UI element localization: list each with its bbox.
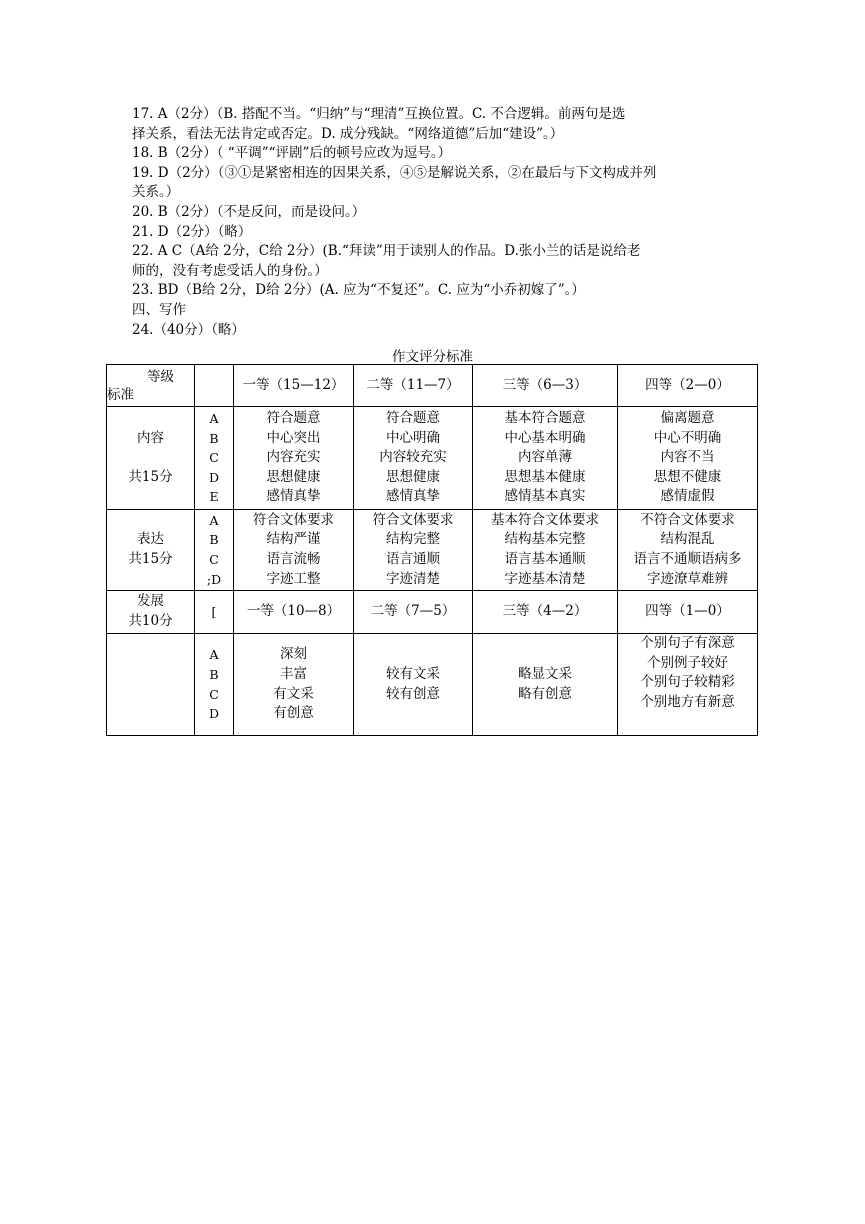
answer-line: 22. A C（A给 2分，C给 2分）(B.“拜读”用于读别人的作品。D.张小兰的话是说给老 <box>132 243 641 260</box>
empty-cell <box>107 634 195 736</box>
criteria-cell <box>618 510 758 591</box>
table-title: 作文评分标准 <box>392 349 473 365</box>
criterion: 语言流畅 <box>266 551 321 567</box>
content-row <box>107 407 758 510</box>
criterion: 较有创意 <box>386 685 440 702</box>
letter: C <box>209 686 219 702</box>
development-header-row <box>107 591 758 634</box>
answer-line: 关系。） <box>132 184 180 201</box>
grade-header: 一等（15—12） <box>234 365 354 407</box>
criterion: 基本符合文体要求 <box>491 511 599 528</box>
grade-header: 三等（6—3） <box>473 365 618 407</box>
expression-label-cell <box>107 510 195 591</box>
criterion: 字迹基本清楚 <box>504 570 586 587</box>
criterion: 字迹工整 <box>266 570 321 587</box>
criterion: 略有创意 <box>518 685 572 702</box>
criterion: 符合文体要求 <box>372 511 454 528</box>
grading-table <box>106 364 758 736</box>
expression-row <box>107 510 758 591</box>
criterion: 感情真挚 <box>266 488 321 505</box>
criterion: 有创意 <box>273 705 314 722</box>
criterion: 符合文体要求 <box>253 511 334 528</box>
letter: E <box>209 489 219 505</box>
grade-header: 一等（10—8） <box>234 591 354 634</box>
criterion: 丰富 <box>280 665 307 682</box>
letter: D <box>208 706 220 722</box>
answer-line: 20. B（2分）（不是反问，而是设问。） <box>132 203 366 220</box>
criteria-cell <box>234 634 354 736</box>
criterion: 略显文采 <box>518 665 572 682</box>
letter: A <box>209 512 219 528</box>
letters-cell <box>195 510 234 591</box>
criterion: 个别句子有深意 <box>640 635 735 651</box>
criterion: 思想不健康 <box>653 468 722 485</box>
criterion: 中心基本明确 <box>504 429 586 446</box>
letter: B <box>209 532 219 548</box>
criterion: 语言基本通顺 <box>504 551 586 567</box>
criterion: 语言通顺 <box>386 551 440 567</box>
criteria-cell <box>473 510 618 591</box>
criteria-cell <box>473 634 618 736</box>
criterion: 感情基本真实 <box>504 488 586 505</box>
criterion: 中心明确 <box>386 429 440 446</box>
criterion: 内容不当 <box>660 449 715 466</box>
criterion: 符合题意 <box>266 410 321 427</box>
criterion: 偏离题意 <box>660 410 715 427</box>
row-score: 共15分 <box>128 551 173 567</box>
development-label-cell <box>107 591 195 634</box>
letter: B <box>209 666 219 682</box>
grade-header: 四等（1—0） <box>618 591 758 634</box>
corner-cell <box>107 365 195 407</box>
criterion: 结构严谨 <box>266 531 321 548</box>
row-label: 表达 <box>137 531 164 548</box>
answer-key <box>132 105 742 340</box>
criterion: 基本符合题意 <box>504 410 586 427</box>
criterion: 感情虚假 <box>660 488 715 505</box>
answer-line: 17. A（2分）（B. 搭配不当。“归纳”与“理清”互换位置。C. 不合逻辑。前两句是选 <box>132 106 626 122</box>
criterion: 思想健康 <box>386 468 440 485</box>
criterion: 个别例子较好 <box>647 654 728 671</box>
criteria-cell <box>354 634 473 736</box>
criterion: 个别句子较精彩 <box>640 674 735 691</box>
answer-line: 师的，没有考虑受话人的身份。） <box>132 262 328 279</box>
criterion: 符合题意 <box>386 410 440 427</box>
corner-standard-label: 标准 <box>107 386 134 403</box>
row-score: 共15分 <box>128 468 173 485</box>
criterion: 语言不通顺语病多 <box>633 551 742 567</box>
letter: ;D <box>206 571 222 587</box>
criterion: 深刻 <box>280 646 307 663</box>
criteria-cell <box>234 407 354 510</box>
criteria-cell <box>473 407 618 510</box>
criterion: 个别地方有新意 <box>640 693 735 710</box>
criterion: 结构混乱 <box>660 531 715 548</box>
criterion: 中心不明确 <box>653 429 722 446</box>
letter: A <box>209 647 219 663</box>
answer-line: 19. D（2分）（③①是紧密相连的因果关系，④⑤是解说关系，②在最后与下文构成并列 <box>132 164 657 181</box>
header-row <box>107 365 758 407</box>
criterion: 内容单薄 <box>518 449 572 466</box>
criterion: 思想基本健康 <box>504 468 586 485</box>
letter: D <box>208 469 220 485</box>
criterion: 字迹清楚 <box>386 570 440 587</box>
criterion: 不符合文体要求 <box>640 511 735 528</box>
empty-cell <box>195 365 234 407</box>
criterion: 有文采 <box>273 685 314 702</box>
answer-line: 23. BD（B给 2分，D给 2分）(A. 应为“不复还”。C. 应为“小乔初嫁了”。） <box>132 282 585 299</box>
criterion: 较有文采 <box>386 665 440 682</box>
criterion: 字迹潦草难辨 <box>647 570 728 587</box>
answer-line: 择关系，看法无法肯定或否定。D. 成分残缺。“网络道德”后加“建设”。） <box>132 125 564 142</box>
corner-grade-label: 等级 <box>147 368 174 385</box>
criteria-cell <box>618 407 758 510</box>
row-label: 内容 <box>137 429 164 446</box>
letter: C <box>209 450 219 466</box>
criterion: 结构完整 <box>386 531 440 548</box>
row-score: 共10分 <box>128 613 173 629</box>
bracket-mark: [ <box>195 591 234 634</box>
grade-header: 二等（11—7） <box>354 365 473 407</box>
content-label-cell <box>107 407 195 510</box>
grade-header: 四等（2—0） <box>618 365 758 407</box>
criterion: 思想健康 <box>266 468 321 485</box>
criteria-cell <box>234 510 354 591</box>
criterion: 内容充实 <box>266 449 321 466</box>
grade-header: 三等（4—2） <box>473 591 618 634</box>
answer-line: 21. D（2分）（略） <box>132 223 252 240</box>
criterion: 内容较充实 <box>379 449 447 466</box>
letter: C <box>209 552 219 567</box>
criterion: 结构基本完整 <box>504 531 586 548</box>
letters-cell <box>195 634 234 736</box>
criteria-cell <box>354 510 473 591</box>
criterion: 中心突出 <box>266 429 321 446</box>
row-label: 发展 <box>137 593 164 610</box>
letters-cell <box>195 407 234 510</box>
criterion: 感情真挚 <box>386 488 440 505</box>
criteria-cell <box>618 634 758 736</box>
letter: A <box>209 411 219 427</box>
answer-line: 18. B（2分）（ “平调”“评剧”后的顿号应改为逗号。） <box>132 145 452 162</box>
section-heading: 四、写作 <box>132 301 186 318</box>
answer-line: 24.（40分）（略） <box>132 321 245 338</box>
criteria-cell <box>354 407 473 510</box>
letter: B <box>209 430 219 446</box>
grade-header: 二等（7—5） <box>354 591 473 634</box>
development-row <box>107 634 758 736</box>
